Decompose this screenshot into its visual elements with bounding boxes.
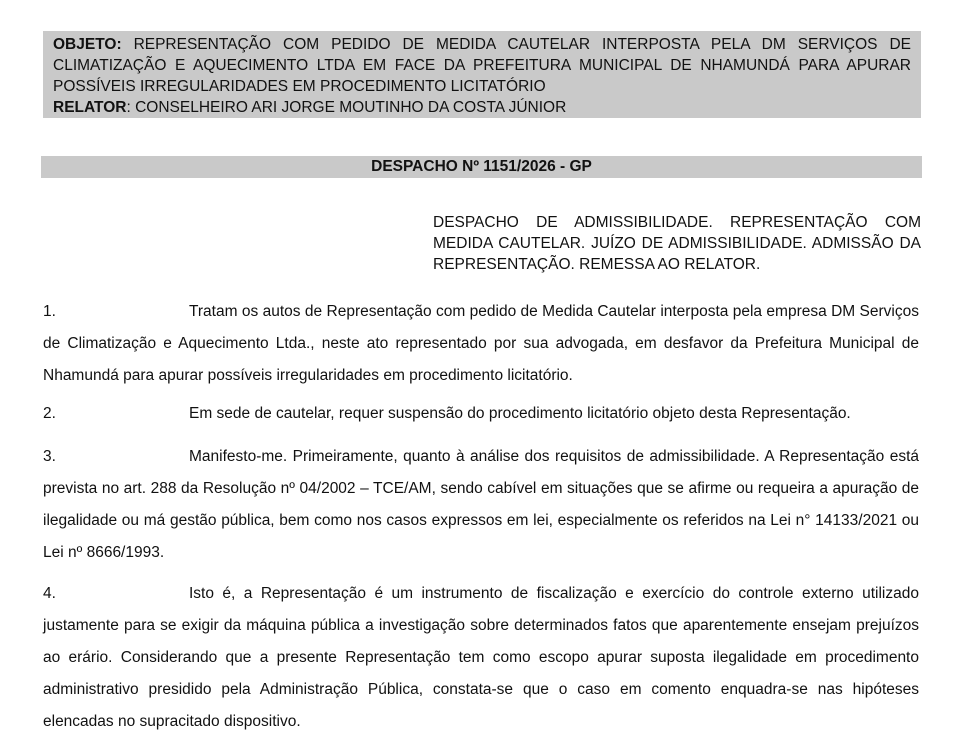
despacho-title: DESPACHO Nº 1151/2026 - GP xyxy=(41,156,922,178)
ementa: DESPACHO DE ADMISSIBILIDADE. REPRESENTAÇÃO COM MEDIDA CAUTELAR. JUÍZO DE ADMISSIBILIDADE. ADMISSÃO DA REPRESENTAÇÃO. REMESSA AO RELATOR. xyxy=(433,214,921,273)
paragraph-4 xyxy=(43,578,919,738)
relator-line xyxy=(53,97,911,118)
paragraph-2 xyxy=(43,398,919,430)
relator-label: RELATOR xyxy=(53,99,127,116)
paragraph-text: Manifesto-me. Primeiramente, quanto à análise dos requisitos de admissibilidade. A Representação está prevista no art. 288 da Resolução nº 04/2002 – TCE/AM, sendo cabível em situações que se afirme ou requeira a apuração de ilegalidade ou má gestão pública, bem como nos casos expressos em lei, especialmente os referidos na Lei n° 14133/2021 ou Lei nº 8666/1993. xyxy=(43,448,919,561)
paragraph-number: 3. xyxy=(43,448,56,465)
relator-text: : CONSELHEIRO ARI JORGE MOUTINHO DA COSTA JÚNIOR xyxy=(126,99,567,116)
paragraph-number: 1. xyxy=(43,303,56,320)
paragraph-number: 2. xyxy=(43,405,56,422)
objeto-line xyxy=(53,34,911,97)
paragraph-number: 4. xyxy=(43,585,56,602)
paragraph-text: Em sede de cautelar, requer suspensão do procedimento licitatório objeto desta Representação. xyxy=(189,405,851,422)
objeto-text: REPRESENTAÇÃO COM PEDIDO DE MEDIDA CAUTELAR INTERPOSTA PELA DM SERVIÇOS DE CLIMATIZAÇÃO E AQUECIMENTO LTDA EM FACE DA PREFEITURA MUNICIPAL DE NHAMUNDÁ PARA APURAR POSSÍVEIS IRREGULARIDADES EM PROCEDIMENTO LICITATÓRIO xyxy=(53,36,911,95)
objeto-label: OBJETO: xyxy=(53,36,122,53)
paragraph-3 xyxy=(43,441,919,569)
header-box xyxy=(43,31,921,118)
paragraph-text: Tratam os autos de Representação com pedido de Medida Cautelar interposta pela empresa DM Serviços de Climatização e Aquecimento Ltda., neste ato representado por sua advogada, em desfavor da Prefeitura Municipal de Nhamundá para apurar possíveis irregularidades em procedimento licitatório. xyxy=(43,303,919,384)
paragraph-1 xyxy=(43,296,919,392)
paragraph-text: Isto é, a Representação é um instrumento de fiscalização e exercício do controle externo utilizado justamente para se exigir da máquina pública a investigação sobre determinados fatos que aparentemente ensejam prejuízos ao erário. Considerando que a presente Representação tem como escopo apurar suposta ilegalidade em procedimento administrativo presidido pela Administração Pública, constata-se que o caso em comento enquadra-se nas hipóteses elencadas no supracitado dispositivo. xyxy=(43,585,919,730)
